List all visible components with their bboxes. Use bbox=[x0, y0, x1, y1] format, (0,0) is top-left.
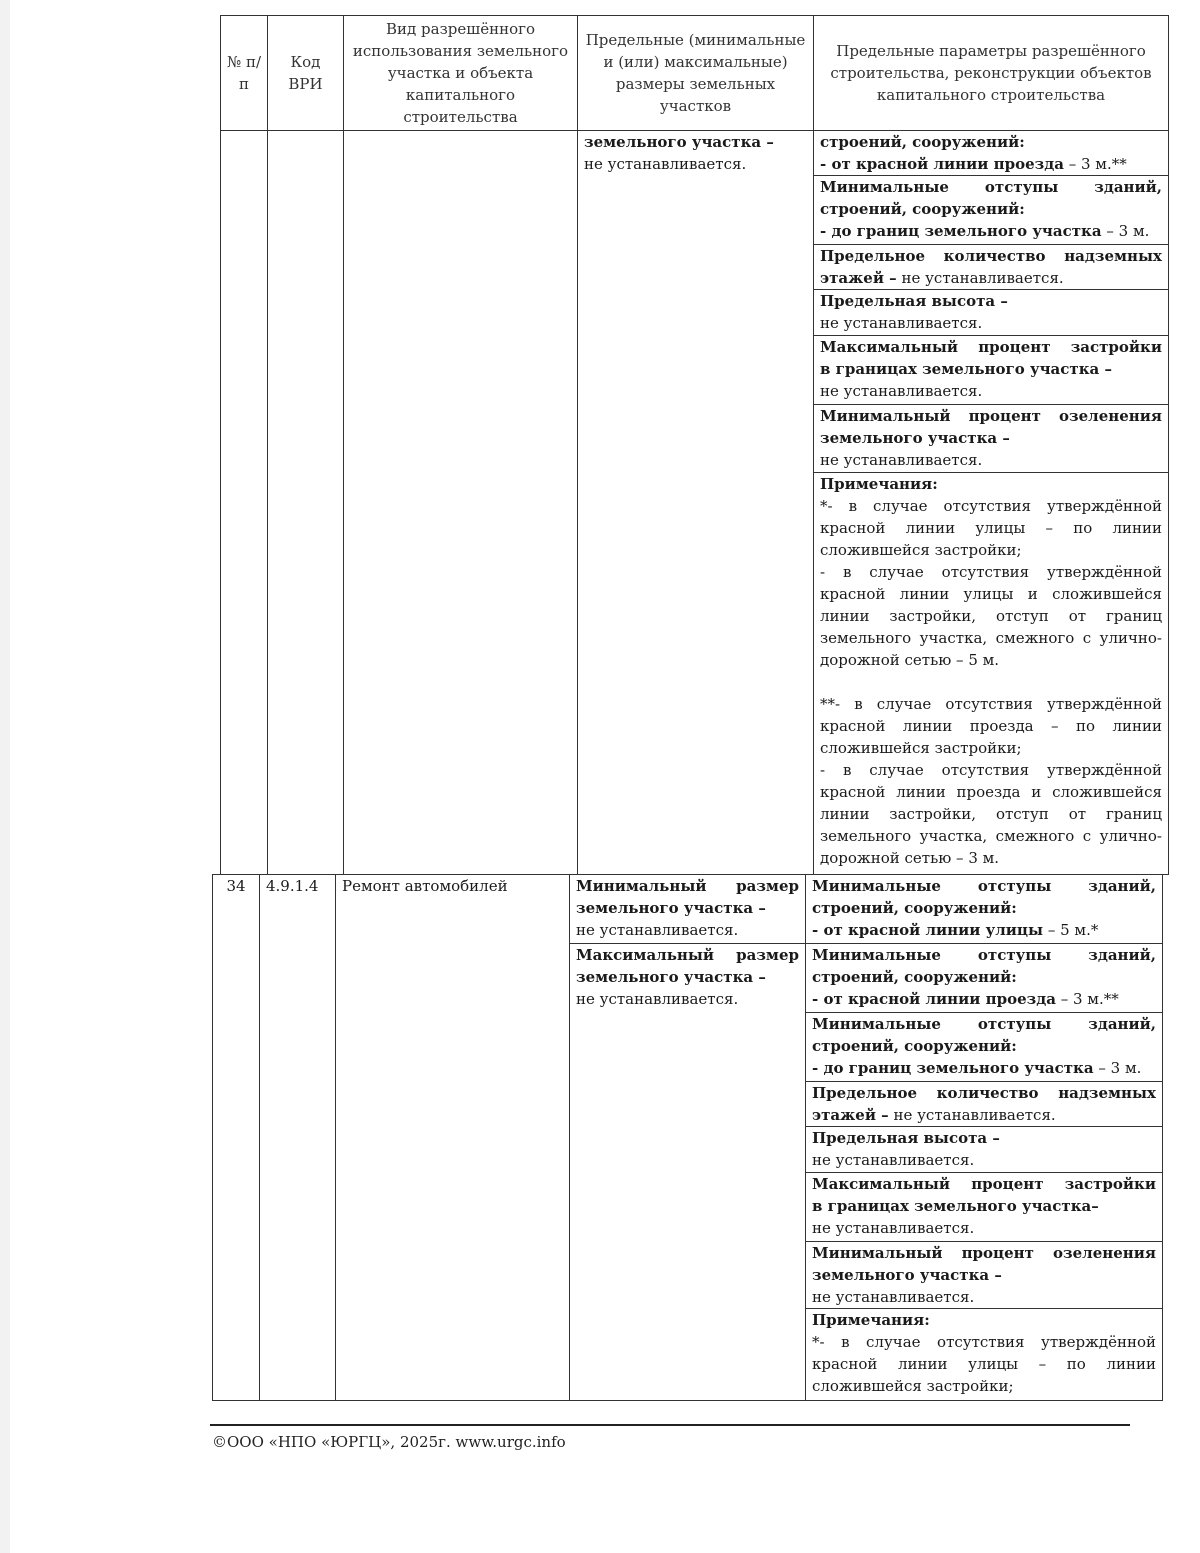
param-min-greenery bbox=[806, 1242, 1163, 1309]
param-text: Максимальный процент застройки bbox=[812, 1175, 1156, 1193]
header-params: Предельные параметры разрешённого строительства, реконструкции объектов капитального строительства bbox=[814, 16, 1169, 131]
footer-divider bbox=[210, 1424, 1130, 1426]
param-max-coverage bbox=[814, 336, 1169, 405]
size-text: Минимальный размер bbox=[576, 877, 799, 895]
param-text: Минимальные отступы зданий, bbox=[812, 946, 1156, 964]
param-setback-border bbox=[814, 176, 1169, 245]
param-bold: - до границ земельного участка bbox=[812, 1059, 1094, 1077]
param-setback-road bbox=[806, 944, 1163, 1013]
size-value: не устанавливается. bbox=[576, 990, 739, 1008]
param-height bbox=[814, 290, 1169, 336]
param-text: Предельная высота – bbox=[820, 292, 1008, 310]
param-text bbox=[812, 1104, 1156, 1126]
param-text: Предельное количество надземных bbox=[820, 247, 1162, 265]
note-text: *- в случае отсутствия утверждённой красной линии улицы – по линии сложившейся застройки; bbox=[820, 497, 1162, 559]
param-text: Минимальные отступы зданий, bbox=[812, 877, 1156, 895]
param-height bbox=[806, 1127, 1163, 1173]
param-text: строений, сооружений: bbox=[820, 133, 1025, 151]
note-text: - в случае отсутствия утверждённой красной линии проезда и сложившейся линии застройки, отступ от границ земельного участка, смежного с улично-дорожной сетью – 3 м. bbox=[820, 761, 1162, 867]
param-value: не устанавливается. bbox=[820, 314, 983, 332]
param-text: Минимальный процент озеленения bbox=[820, 407, 1162, 425]
param-value: – 3 м.** bbox=[1055, 990, 1119, 1008]
note-spacer bbox=[820, 671, 1162, 693]
param-text bbox=[820, 267, 1162, 289]
param-value: не устанавливается. bbox=[896, 269, 1064, 287]
notes-title: Примечания: bbox=[820, 475, 938, 493]
size-value: не устанавливается. bbox=[584, 155, 747, 173]
cell-size bbox=[578, 131, 814, 875]
param-bold: - от красной линии проезда bbox=[820, 155, 1064, 173]
cell-code bbox=[268, 131, 344, 875]
param-bold: - до границ земельного участка bbox=[820, 222, 1102, 240]
notes-cell bbox=[814, 473, 1169, 875]
param-setback-street bbox=[806, 875, 1163, 944]
param-value: не устанавливается. bbox=[812, 1219, 975, 1237]
scan-edge bbox=[0, 0, 10, 1553]
param-text: в границах земельного участка – bbox=[820, 360, 1112, 378]
size-label: земельного участка – bbox=[584, 133, 774, 151]
size-text: земельного участка – bbox=[576, 968, 766, 986]
cell-use: Ремонт автомобилей bbox=[336, 875, 570, 1401]
cell-code: 4.9.1.4 bbox=[260, 875, 336, 1401]
param-value: не устанавливается. bbox=[888, 1106, 1056, 1124]
header-num: № п/п bbox=[221, 16, 268, 131]
param-value: не устанавливается. bbox=[812, 1288, 975, 1306]
param-text: строений, сооружений: bbox=[812, 899, 1017, 917]
header-size: Предельные (минимальные и (или) максимальные) размеры земельных участков bbox=[578, 16, 814, 131]
param-value: – 5 м.* bbox=[1043, 921, 1099, 939]
param-floors bbox=[814, 245, 1169, 290]
param-text: Минимальные отступы зданий, bbox=[812, 1015, 1156, 1033]
param-text bbox=[812, 919, 1156, 941]
param-text: Минимальный процент озеленения bbox=[812, 1244, 1156, 1262]
cell-num: 34 bbox=[213, 875, 260, 1401]
cell-use bbox=[344, 131, 578, 875]
table-row bbox=[213, 875, 1163, 944]
param-floors bbox=[806, 1082, 1163, 1127]
size-text: земельного участка – bbox=[576, 899, 766, 917]
param-max-coverage bbox=[806, 1173, 1163, 1242]
param-setback-road bbox=[814, 131, 1169, 176]
param-bold: - от красной линии проезда bbox=[812, 990, 1056, 1008]
param-bold: этажей – bbox=[812, 1106, 889, 1124]
table-row bbox=[221, 131, 1169, 176]
note-text: *- в случае отсутствия утверждённой красной линии улицы – по линии сложившейся застройки; bbox=[812, 1333, 1156, 1395]
cell-num bbox=[221, 131, 268, 875]
param-text: строений, сооружений: bbox=[820, 200, 1025, 218]
note-text: - в случае отсутствия утверждённой красной линии улицы и сложившейся линии застройки, отступ от границ земельного участка, смежного с улично-дорожной сетью – 5 м. bbox=[820, 563, 1162, 669]
param-value: не устанавливается. bbox=[820, 451, 983, 469]
header-use: Вид разрешённого использования земельного участка и объекта капитального строительства bbox=[344, 16, 578, 131]
regulations-table-row34 bbox=[212, 874, 1163, 1401]
cell-max-size bbox=[570, 944, 806, 1401]
param-text: строений, сооружений: bbox=[812, 1037, 1017, 1055]
param-text: в границах земельного участка– bbox=[812, 1197, 1099, 1215]
param-setback-border bbox=[806, 1013, 1163, 1082]
param-text bbox=[812, 988, 1156, 1010]
param-min-greenery bbox=[814, 405, 1169, 473]
param-value: не устанавливается. bbox=[820, 382, 983, 400]
param-value: – 3 м. bbox=[1093, 1059, 1142, 1077]
param-text: Минимальные отступы зданий, bbox=[820, 178, 1162, 196]
note-text: **- в случае отсутствия утверждённой красной линии проезда – по линии сложившейся застройки; bbox=[820, 695, 1162, 757]
param-text: Предельная высота – bbox=[812, 1129, 1000, 1147]
notes-cell bbox=[806, 1309, 1163, 1401]
page-footer: ©ООО «НПО «ЮРГЦ», 2025г. www.urgc.info bbox=[212, 1433, 566, 1451]
param-bold: - от красной линии улицы bbox=[812, 921, 1044, 939]
cell-min-size bbox=[570, 875, 806, 944]
param-text bbox=[812, 1057, 1156, 1079]
param-value: не устанавливается. bbox=[812, 1151, 975, 1169]
param-text bbox=[820, 220, 1162, 242]
param-bold: этажей – bbox=[820, 269, 897, 287]
size-value: не устанавливается. bbox=[576, 921, 739, 939]
param-text bbox=[820, 153, 1162, 175]
param-text: земельного участка – bbox=[820, 429, 1010, 447]
table-header-row bbox=[221, 16, 1169, 131]
regulations-table bbox=[220, 15, 1169, 875]
notes-title: Примечания: bbox=[812, 1311, 930, 1329]
param-value: – 3 м. bbox=[1101, 222, 1150, 240]
param-text: строений, сооружений: bbox=[812, 968, 1017, 986]
param-value: – 3 м.** bbox=[1063, 155, 1127, 173]
size-text: Максимальный размер bbox=[576, 946, 799, 964]
param-text: земельного участка – bbox=[812, 1266, 1002, 1284]
param-text: Предельное количество надземных bbox=[812, 1084, 1156, 1102]
param-text: Максимальный процент застройки bbox=[820, 338, 1162, 356]
header-code: Код ВРИ bbox=[268, 16, 344, 131]
